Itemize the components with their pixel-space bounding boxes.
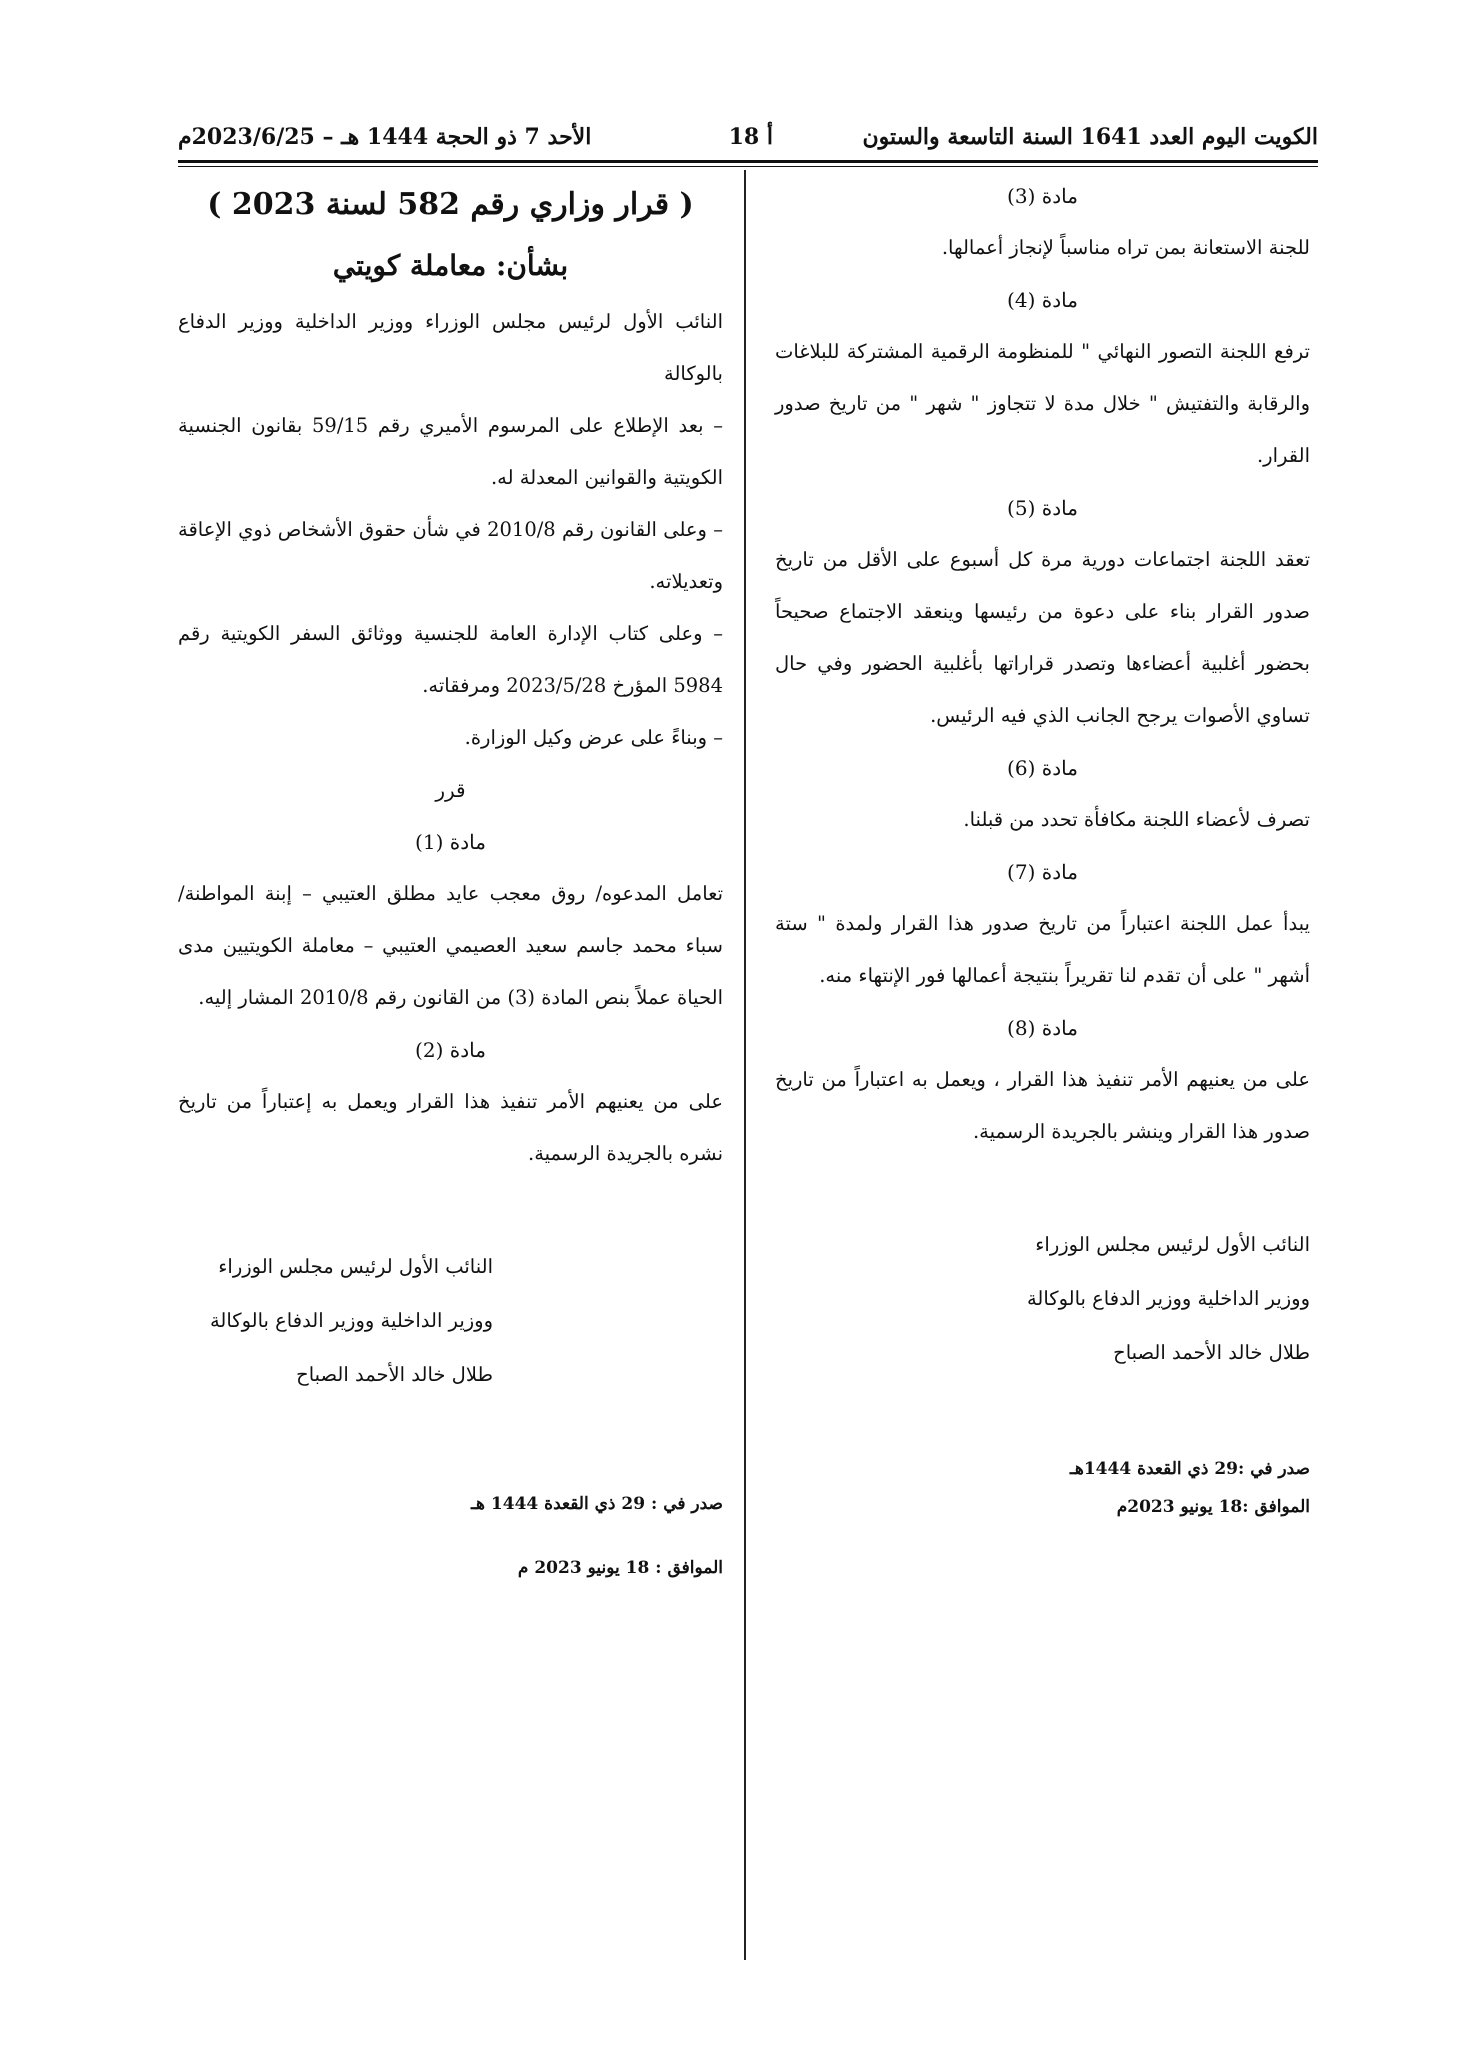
decision-issuer: النائب الأول لرئيس مجلس الوزراء ووزير الداخلية ووزير الدفاع بالوكالة [178,310,723,385]
decision-subject: بشأن: معاملة كويتي [332,249,569,282]
header-rule-thin [178,166,1318,167]
article-text-1: تعامل المدعوه/ روق معجب عايد مطلق العتيبي – إبنة المواطنة/ سباء محمد جاسم سعيد العصيمي العتيبي – معاملة الكويتيين مدى الحياة عملاً بنص المادة (3) من القانون رقم 2010/8 المشار إليه. [178,882,723,1009]
article-text-2: على من يعنيهم الأمر تنفيذ هذا القرار ويعمل به إعتباراً من تاريخ نشره بالجريدة الرسمية. [178,1090,723,1165]
column-divider [744,170,746,1960]
header-rule-thick [178,160,1318,163]
article-text-5: تعقد اللجنة اجتماعات دورية مرة كل أسبوع على الأقل من تاريخ صدور القرار بناء على دعوة من رئيسها وينعقد الاجتماع صحيحاً بحضور أغلبية أعضاءها وتصدر قراراتها بأغلبية الحضور وفي حال تساوي الأصوات يرجح الجانب الذي فيه الرئيس. [775,548,1310,727]
decision-title: ( قرار وزاري رقم 582 لسنة 2023 ) [207,187,694,222]
article-text-7: يبدأ عمل اللجنة اعتباراً من تاريخ صدور هذا القرار ولمدة " ستة أشهر " على أن تقدم لنا تقريراً بنتيجة أعمالها فور الإنتهاء منه. [775,912,1310,987]
article-text-8: على من يعنيهم الأمر تنفيذ هذا القرار ، ويعمل به اعتباراً من تاريخ صدور هذا القرار وينشر بالجريدة الرسمية. [775,1068,1310,1143]
article-heading-5: مادة (5) [1007,496,1078,520]
preamble-2: – وعلى القانون رقم 2010/8 في شأن حقوق الأشخاص ذوي الإعاقة وتعديلاته. [178,518,723,593]
preamble-1: – بعد الإطلاع على المرسوم الأميري رقم 59/15 بقانون الجنسية الكويتية والقوانين المعدلة له. [178,414,723,489]
preamble-3: – وعلى كتاب الإدارة العامة للجنسية ووثائق السفر الكويتية رقم 5984 المؤرخ 2023/5/28 ومرفقاته. [178,622,723,697]
article-text-4: ترفع اللجنة التصور النهائي " للمنظومة الرقمية المشتركة للبلاغات والرقابة والتفتيش " خلال مدة لا تتجاوز " شهر " من تاريخ صدور القرار. [775,340,1310,467]
article-text-6: تصرف لأعضاء اللجنة مكافأة تحدد من قبلنا. [963,808,1310,831]
article-text-3: للجنة الاستعانة بمن تراه مناسباً لإنجاز أعمالها. [941,236,1310,259]
signatory-name: طلال خالد الأحمد الصباح [296,1363,493,1386]
decided-label: قرر [435,778,466,802]
signature-block [775,1218,1310,1380]
signatory-title-2: ووزير الداخلية ووزير الدفاع بالوكالة [209,1309,493,1332]
issued-date: صدر في :29 ذي القعدة 1444هـ [1069,1459,1310,1479]
preamble-4: – وبناءً على عرض وكيل الوزارة. [464,726,723,749]
corresponding-date: الموافق : 18 يونيو 2023 م [517,1558,723,1578]
article-heading-6: مادة (6) [1007,756,1078,780]
signatory-title: النائب الأول لرئيس مجلس الوزراء [1035,1233,1310,1256]
issue-date: الأحد 7 ذو الحجة 1444 هـ – 2023/6/25م [178,124,592,150]
page-number: أ 18 [728,124,773,150]
signatory-name: طلال خالد الأحمد الصباح [1113,1341,1310,1364]
left-column [178,170,723,1600]
signatory-title: النائب الأول لرئيس مجلس الوزراء [218,1255,493,1278]
article-heading-8: مادة (8) [1007,1016,1078,1040]
right-column [775,170,1310,1526]
article-heading-3: مادة (3) [1007,184,1078,208]
gazette-issue-info: الكويت اليوم العدد 1641 السنة التاسعة والستون [862,124,1318,150]
corresponding-date: الموافق :18 يونيو 2023م [1116,1497,1310,1517]
article-heading-2: مادة (2) [415,1038,486,1062]
issued-date: صدر في : 29 ذي القعدة 1444 هـ [471,1494,723,1514]
signature-block-left [178,1240,723,1402]
article-heading-4: مادة (4) [1007,288,1078,312]
page-header [178,118,1318,158]
article-heading-7: مادة (7) [1007,860,1078,884]
signatory-title-2: ووزير الداخلية ووزير الدفاع بالوكالة [1026,1287,1310,1310]
article-heading-1: مادة (1) [415,830,486,854]
